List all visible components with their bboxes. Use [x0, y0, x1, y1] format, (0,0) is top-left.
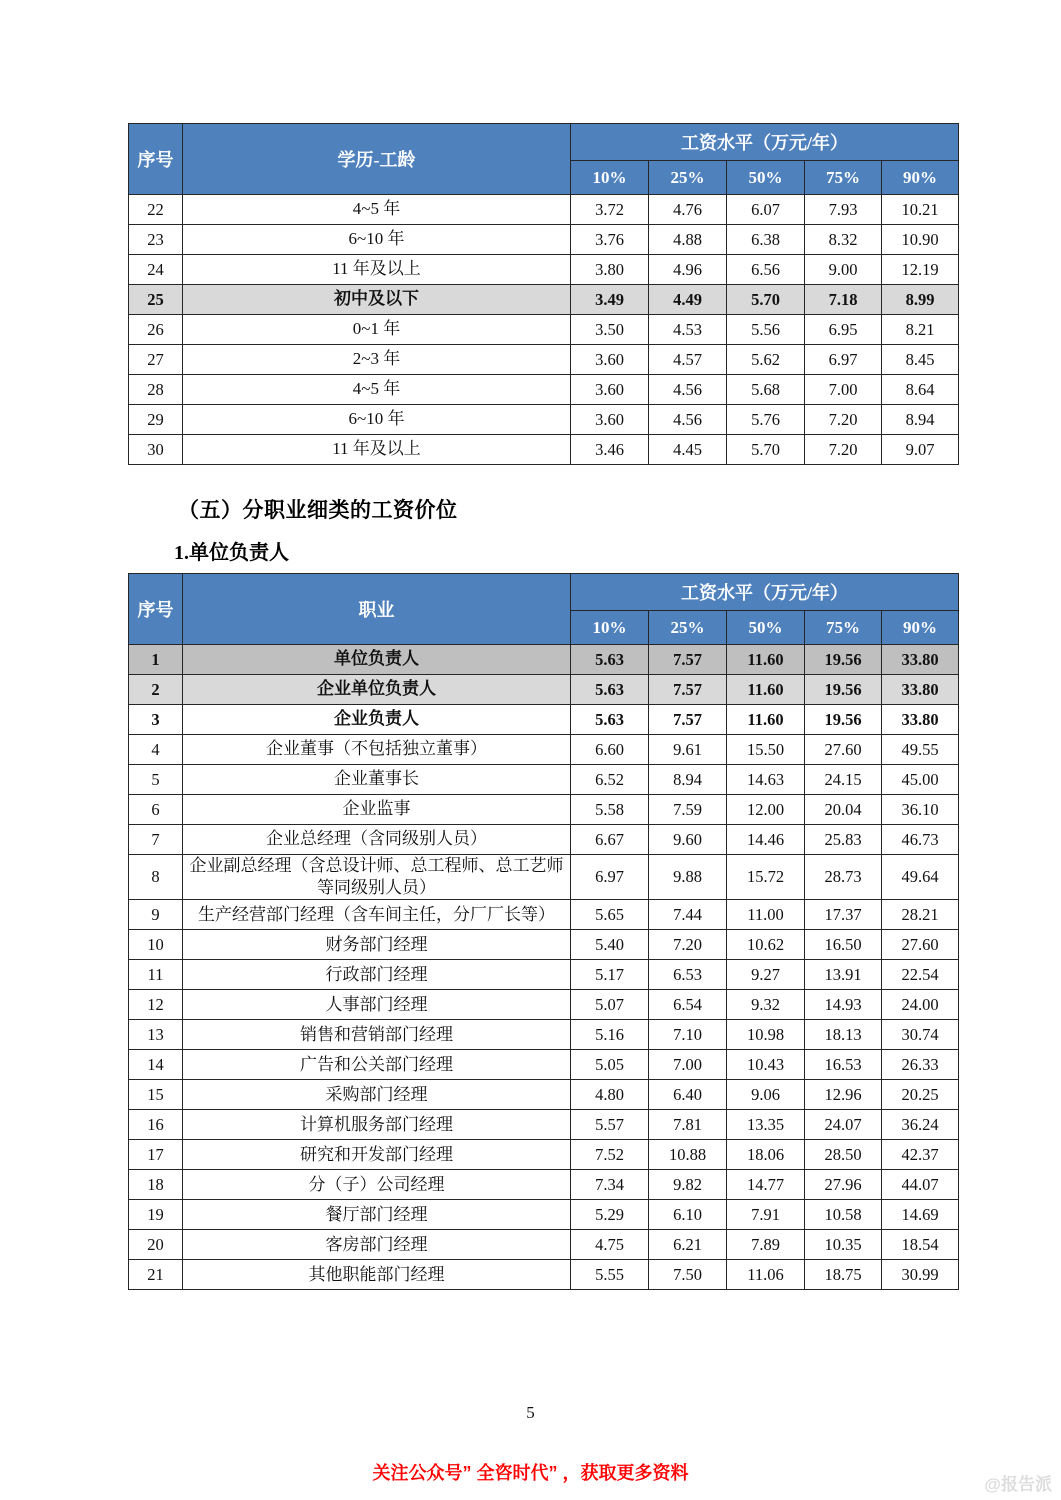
row-value-cell: 9.82	[649, 1170, 727, 1200]
row-label-cell: 企业单位负责人	[183, 675, 571, 705]
watermark: @报告派	[984, 1475, 1052, 1494]
footer-notice: 关注公众号” 全咨时代” ，获取更多资料	[372, 1463, 689, 1483]
row-value-cell: 24.15	[805, 765, 882, 795]
row-no-cell: 28	[129, 375, 183, 405]
table-row	[129, 645, 959, 675]
row-value-cell: 3.60	[571, 345, 649, 375]
row-label-cell: 4~5 年	[183, 195, 571, 225]
row-value-cell: 11.06	[727, 1260, 805, 1290]
row-value-cell: 8.64	[882, 375, 959, 405]
row-value-cell: 17.37	[805, 900, 882, 930]
row-value-cell: 6.54	[649, 990, 727, 1020]
row-value-cell: 4.49	[649, 285, 727, 315]
row-value-cell: 27.60	[805, 735, 882, 765]
row-label-cell: 餐厅部门经理	[183, 1200, 571, 1230]
row-value-cell: 19.56	[805, 645, 882, 675]
row-value-cell: 4.96	[649, 255, 727, 285]
row-value-cell: 6.07	[727, 195, 805, 225]
row-value-cell: 45.00	[882, 765, 959, 795]
row-no-cell: 3	[129, 705, 183, 735]
table-row	[129, 345, 959, 375]
row-no-cell: 24	[129, 255, 183, 285]
col-header-group: 工资水平（万元/年）	[571, 124, 959, 161]
row-value-cell: 6.97	[805, 345, 882, 375]
row-no-cell: 4	[129, 735, 183, 765]
row-value-cell: 49.64	[882, 855, 959, 900]
row-value-cell: 7.50	[649, 1260, 727, 1290]
row-label-cell: 人事部门经理	[183, 990, 571, 1020]
row-no-cell: 13	[129, 1020, 183, 1050]
row-value-cell: 6.52	[571, 765, 649, 795]
row-value-cell: 15.50	[727, 735, 805, 765]
row-no-cell: 15	[129, 1080, 183, 1110]
col-header-percentile: 90%	[882, 161, 959, 195]
table-row	[129, 1140, 959, 1170]
col-header-percentile: 75%	[805, 161, 882, 195]
row-no-cell: 19	[129, 1200, 183, 1230]
table-row	[129, 285, 959, 315]
row-value-cell: 5.58	[571, 795, 649, 825]
row-value-cell: 7.59	[649, 795, 727, 825]
row-value-cell: 49.55	[882, 735, 959, 765]
row-no-cell: 9	[129, 900, 183, 930]
row-value-cell: 10.98	[727, 1020, 805, 1050]
row-value-cell: 7.81	[649, 1110, 727, 1140]
row-value-cell: 9.00	[805, 255, 882, 285]
row-value-cell: 8.45	[882, 345, 959, 375]
row-value-cell: 33.80	[882, 675, 959, 705]
row-no-cell: 5	[129, 765, 183, 795]
row-value-cell: 44.07	[882, 1170, 959, 1200]
row-value-cell: 8.94	[882, 405, 959, 435]
row-value-cell: 5.05	[571, 1050, 649, 1080]
row-value-cell: 8.99	[882, 285, 959, 315]
row-value-cell: 13.91	[805, 960, 882, 990]
row-label-cell: 企业董事（不包括独立董事）	[183, 735, 571, 765]
row-value-cell: 5.56	[727, 315, 805, 345]
row-label-cell: 财务部门经理	[183, 930, 571, 960]
wage-table-by-occupation	[128, 573, 959, 1290]
row-value-cell: 10.90	[882, 225, 959, 255]
row-value-cell: 6.10	[649, 1200, 727, 1230]
row-value-cell: 5.55	[571, 1260, 649, 1290]
row-no-cell: 16	[129, 1110, 183, 1140]
row-value-cell: 46.73	[882, 825, 959, 855]
row-no-cell: 12	[129, 990, 183, 1020]
row-value-cell: 7.00	[805, 375, 882, 405]
row-value-cell: 10.35	[805, 1230, 882, 1260]
table-row	[129, 1080, 959, 1110]
row-value-cell: 7.89	[727, 1230, 805, 1260]
row-value-cell: 12.00	[727, 795, 805, 825]
row-value-cell: 9.60	[649, 825, 727, 855]
table-row	[129, 195, 959, 225]
table-row	[129, 765, 959, 795]
row-value-cell: 11.60	[727, 705, 805, 735]
table-row	[129, 1020, 959, 1050]
row-label-cell: 研究和开发部门经理	[183, 1140, 571, 1170]
row-no-cell: 17	[129, 1140, 183, 1170]
row-no-cell: 10	[129, 930, 183, 960]
row-no-cell: 20	[129, 1230, 183, 1260]
row-label-cell: 分（子）公司经理	[183, 1170, 571, 1200]
row-value-cell: 7.18	[805, 285, 882, 315]
row-value-cell: 4.80	[571, 1080, 649, 1110]
row-value-cell: 7.93	[805, 195, 882, 225]
row-label-cell: 行政部门经理	[183, 960, 571, 990]
row-value-cell: 5.65	[571, 900, 649, 930]
row-value-cell: 33.80	[882, 645, 959, 675]
row-value-cell: 6.53	[649, 960, 727, 990]
col-header-percentile: 50%	[727, 161, 805, 195]
row-label-cell: 客房部门经理	[183, 1230, 571, 1260]
row-label-cell: 6~10 年	[183, 225, 571, 255]
row-no-cell: 1	[129, 645, 183, 675]
row-value-cell: 4.88	[649, 225, 727, 255]
row-value-cell: 10.43	[727, 1050, 805, 1080]
row-value-cell: 10.88	[649, 1140, 727, 1170]
row-value-cell: 33.80	[882, 705, 959, 735]
row-label-cell: 单位负责人	[183, 645, 571, 675]
row-label-cell: 11 年及以上	[183, 435, 571, 465]
row-value-cell: 7.44	[649, 900, 727, 930]
row-value-cell: 6.40	[649, 1080, 727, 1110]
table-row	[129, 1110, 959, 1140]
col-header-percentile: 10%	[571, 161, 649, 195]
row-value-cell: 19.56	[805, 705, 882, 735]
col-header-label: 职业	[183, 574, 571, 645]
row-no-cell: 7	[129, 825, 183, 855]
row-value-cell: 7.52	[571, 1140, 649, 1170]
row-value-cell: 18.54	[882, 1230, 959, 1260]
row-value-cell: 5.63	[571, 675, 649, 705]
row-value-cell: 19.56	[805, 675, 882, 705]
row-value-cell: 42.37	[882, 1140, 959, 1170]
table-row	[129, 675, 959, 705]
row-value-cell: 4.75	[571, 1230, 649, 1260]
row-value-cell: 7.57	[649, 705, 727, 735]
row-value-cell: 14.69	[882, 1200, 959, 1230]
row-label-cell: 11 年及以上	[183, 255, 571, 285]
row-value-cell: 3.49	[571, 285, 649, 315]
row-value-cell: 16.50	[805, 930, 882, 960]
table-row	[129, 315, 959, 345]
row-label-cell: 企业董事长	[183, 765, 571, 795]
row-value-cell: 7.57	[649, 675, 727, 705]
row-value-cell: 6.56	[727, 255, 805, 285]
wage-table-by-education	[128, 123, 959, 465]
row-value-cell: 18.06	[727, 1140, 805, 1170]
col-header-label: 学历-工龄	[183, 124, 571, 195]
row-value-cell: 20.04	[805, 795, 882, 825]
row-value-cell: 8.32	[805, 225, 882, 255]
row-value-cell: 7.20	[805, 435, 882, 465]
row-value-cell: 30.74	[882, 1020, 959, 1050]
row-no-cell: 6	[129, 795, 183, 825]
row-value-cell: 4.76	[649, 195, 727, 225]
table-row	[129, 960, 959, 990]
col-header-percentile: 25%	[649, 161, 727, 195]
row-value-cell: 5.16	[571, 1020, 649, 1050]
table-row	[129, 855, 959, 900]
row-value-cell: 4.56	[649, 375, 727, 405]
row-label-cell: 4~5 年	[183, 375, 571, 405]
row-value-cell: 8.21	[882, 315, 959, 345]
row-value-cell: 9.32	[727, 990, 805, 1020]
table-row	[129, 735, 959, 765]
table-row	[129, 1050, 959, 1080]
row-value-cell: 36.10	[882, 795, 959, 825]
page-number: 5	[526, 1403, 535, 1422]
row-value-cell: 7.10	[649, 1020, 727, 1050]
row-no-cell: 26	[129, 315, 183, 345]
row-no-cell: 14	[129, 1050, 183, 1080]
row-value-cell: 14.77	[727, 1170, 805, 1200]
col-header-percentile: 25%	[649, 611, 727, 645]
row-value-cell: 15.72	[727, 855, 805, 900]
row-value-cell: 24.00	[882, 990, 959, 1020]
row-value-cell: 9.07	[882, 435, 959, 465]
row-value-cell: 24.07	[805, 1110, 882, 1140]
row-label-cell: 广告和公关部门经理	[183, 1050, 571, 1080]
row-value-cell: 5.70	[727, 435, 805, 465]
row-value-cell: 5.29	[571, 1200, 649, 1230]
row-no-cell: 23	[129, 225, 183, 255]
row-value-cell: 6.60	[571, 735, 649, 765]
row-value-cell: 5.63	[571, 705, 649, 735]
table-row	[129, 1230, 959, 1260]
table-row	[129, 825, 959, 855]
row-value-cell: 11.60	[727, 675, 805, 705]
row-label-cell: 2~3 年	[183, 345, 571, 375]
row-value-cell: 4.45	[649, 435, 727, 465]
table-row	[129, 990, 959, 1020]
row-value-cell: 14.46	[727, 825, 805, 855]
row-value-cell: 28.21	[882, 900, 959, 930]
section-heading: （五）分职业细类的工资价位	[178, 498, 458, 522]
col-header-group: 工资水平（万元/年）	[571, 574, 959, 611]
row-value-cell: 26.33	[882, 1050, 959, 1080]
table-row	[129, 930, 959, 960]
row-label-cell: 企业监事	[183, 795, 571, 825]
row-value-cell: 4.57	[649, 345, 727, 375]
row-label-cell: 生产经营部门经理（含车间主任，分厂厂长等）	[183, 900, 571, 930]
row-value-cell: 30.99	[882, 1260, 959, 1290]
row-value-cell: 28.73	[805, 855, 882, 900]
row-value-cell: 7.20	[805, 405, 882, 435]
row-label-cell: 0~1 年	[183, 315, 571, 345]
row-value-cell: 3.60	[571, 405, 649, 435]
row-value-cell: 6.97	[571, 855, 649, 900]
row-value-cell: 12.96	[805, 1080, 882, 1110]
row-value-cell: 5.07	[571, 990, 649, 1020]
row-value-cell: 6.21	[649, 1230, 727, 1260]
row-label-cell: 企业副总经理（含总设计师、总工程师、总工艺师等同级别人员）	[183, 855, 571, 900]
row-no-cell: 8	[129, 855, 183, 900]
row-value-cell: 5.70	[727, 285, 805, 315]
table-row	[129, 225, 959, 255]
row-value-cell: 5.17	[571, 960, 649, 990]
row-value-cell: 7.34	[571, 1170, 649, 1200]
row-no-cell: 11	[129, 960, 183, 990]
row-value-cell: 22.54	[882, 960, 959, 990]
table-row	[129, 405, 959, 435]
row-no-cell: 18	[129, 1170, 183, 1200]
row-label-cell: 企业总经理（含同级别人员）	[183, 825, 571, 855]
row-value-cell: 9.61	[649, 735, 727, 765]
row-value-cell: 27.96	[805, 1170, 882, 1200]
row-value-cell: 13.35	[727, 1110, 805, 1140]
row-value-cell: 10.62	[727, 930, 805, 960]
row-value-cell: 4.53	[649, 315, 727, 345]
row-value-cell: 5.68	[727, 375, 805, 405]
row-value-cell: 5.62	[727, 345, 805, 375]
row-no-cell: 21	[129, 1260, 183, 1290]
row-value-cell: 7.57	[649, 645, 727, 675]
row-value-cell: 7.20	[649, 930, 727, 960]
table-row	[129, 1260, 959, 1290]
row-value-cell: 8.94	[649, 765, 727, 795]
table-row	[129, 1200, 959, 1230]
col-header-percentile: 75%	[805, 611, 882, 645]
row-value-cell: 6.67	[571, 825, 649, 855]
row-value-cell: 18.13	[805, 1020, 882, 1050]
row-value-cell: 9.06	[727, 1080, 805, 1110]
row-value-cell: 7.91	[727, 1200, 805, 1230]
row-value-cell: 36.24	[882, 1110, 959, 1140]
table-row	[129, 705, 959, 735]
row-value-cell: 25.83	[805, 825, 882, 855]
row-value-cell: 5.76	[727, 405, 805, 435]
table-row	[129, 375, 959, 405]
row-value-cell: 6.38	[727, 225, 805, 255]
row-value-cell: 11.00	[727, 900, 805, 930]
row-value-cell: 3.72	[571, 195, 649, 225]
row-value-cell: 10.21	[882, 195, 959, 225]
row-value-cell: 3.46	[571, 435, 649, 465]
row-value-cell: 3.80	[571, 255, 649, 285]
row-value-cell: 9.88	[649, 855, 727, 900]
row-value-cell: 4.56	[649, 405, 727, 435]
table-row	[129, 435, 959, 465]
row-value-cell: 12.19	[882, 255, 959, 285]
row-label-cell: 采购部门经理	[183, 1080, 571, 1110]
col-header-percentile: 90%	[882, 611, 959, 645]
table-row	[129, 1170, 959, 1200]
row-label-cell: 初中及以下	[183, 285, 571, 315]
row-label-cell: 计算机服务部门经理	[183, 1110, 571, 1140]
table-row	[129, 795, 959, 825]
row-value-cell: 9.27	[727, 960, 805, 990]
row-no-cell: 2	[129, 675, 183, 705]
row-label-cell: 销售和营销部门经理	[183, 1020, 571, 1050]
col-header-no: 序号	[129, 574, 183, 645]
col-header-no: 序号	[129, 124, 183, 195]
row-value-cell: 14.93	[805, 990, 882, 1020]
row-value-cell: 3.50	[571, 315, 649, 345]
row-value-cell: 10.58	[805, 1200, 882, 1230]
row-label-cell: 企业负责人	[183, 705, 571, 735]
table-row	[129, 255, 959, 285]
row-value-cell: 3.60	[571, 375, 649, 405]
table-row	[129, 900, 959, 930]
row-value-cell: 5.63	[571, 645, 649, 675]
row-value-cell: 28.50	[805, 1140, 882, 1170]
row-value-cell: 27.60	[882, 930, 959, 960]
row-value-cell: 20.25	[882, 1080, 959, 1110]
row-no-cell: 27	[129, 345, 183, 375]
row-no-cell: 29	[129, 405, 183, 435]
col-header-percentile: 50%	[727, 611, 805, 645]
row-value-cell: 14.63	[727, 765, 805, 795]
row-value-cell: 5.57	[571, 1110, 649, 1140]
row-label-cell: 6~10 年	[183, 405, 571, 435]
row-value-cell: 3.76	[571, 225, 649, 255]
row-value-cell: 18.75	[805, 1260, 882, 1290]
row-no-cell: 25	[129, 285, 183, 315]
row-value-cell: 6.95	[805, 315, 882, 345]
row-value-cell: 7.00	[649, 1050, 727, 1080]
row-value-cell: 16.53	[805, 1050, 882, 1080]
row-value-cell: 11.60	[727, 645, 805, 675]
row-no-cell: 30	[129, 435, 183, 465]
row-value-cell: 5.40	[571, 930, 649, 960]
row-no-cell: 22	[129, 195, 183, 225]
col-header-percentile: 10%	[571, 611, 649, 645]
row-label-cell: 其他职能部门经理	[183, 1260, 571, 1290]
section-subheading: 1.单位负责人	[174, 542, 289, 564]
